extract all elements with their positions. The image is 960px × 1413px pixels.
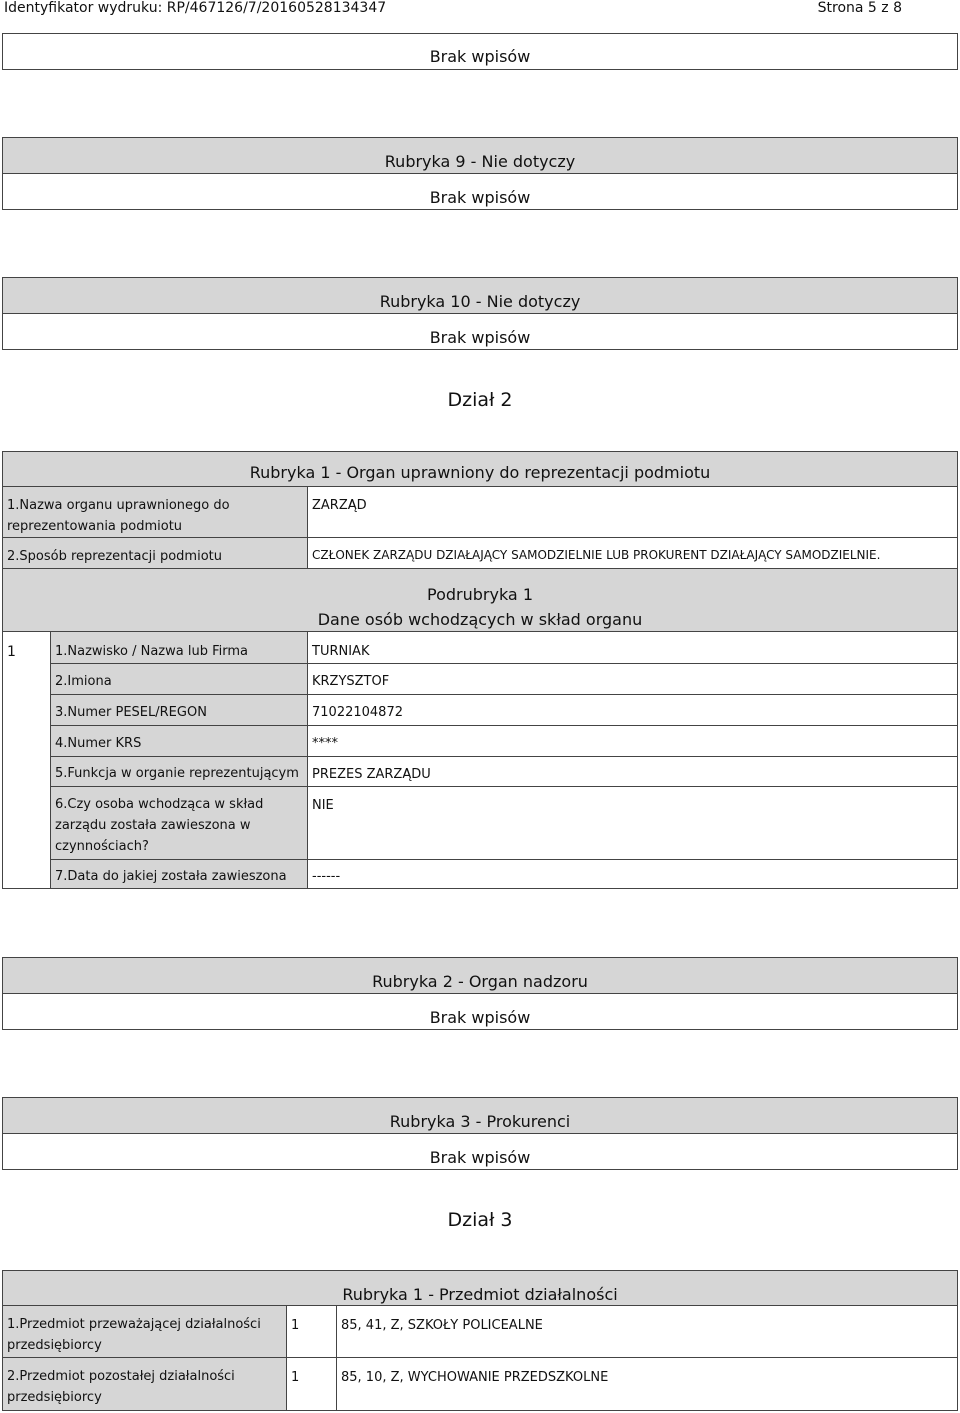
krs-label-cell [50, 725, 308, 757]
function-label-cell [50, 756, 308, 787]
pesel-label: 3.Numer PESEL/REGON [55, 705, 207, 720]
other-activity-value-cell [336, 1357, 958, 1411]
surname-value-cell [307, 631, 958, 664]
other-activity-label-cell [2, 1357, 287, 1411]
d2-rubryka-1-header [2, 451, 958, 487]
rubryka-9-title: Rubryka 9 - Nie dotyczy [384, 152, 576, 171]
suspended-date-value-cell [307, 859, 958, 889]
krs-label: 4.Numer KRS [55, 736, 142, 751]
d2-rubryka-1-title: Rubryka 1 - Organ uprawniony do reprezentacji podmiotu [249, 463, 711, 482]
rubryka-9-header [3, 138, 957, 174]
suspended-label: 6.Czy osoba wchodząca w skład zarządu została zawieszona w czynnościach? [55, 797, 264, 854]
function-label: 5.Funkcja w organie reprezentującym [55, 766, 299, 781]
suspended-date-label-cell [50, 859, 308, 889]
function-value-cell [307, 756, 958, 787]
other-activity-label: 2.Przedmiot pozostałej działalności przedsiębiorcy [7, 1369, 235, 1405]
rubryka-10-title: Rubryka 10 - Nie dotyczy [379, 292, 581, 311]
suspended-date-label: 7.Data do jakiej została zawieszona [55, 869, 287, 884]
organ-name-label-cell [2, 486, 308, 538]
representation-label-cell [2, 537, 308, 569]
no-entries-text: Brak wpisów [429, 1008, 531, 1027]
main-activity-num-cell [286, 1305, 337, 1358]
given-names-label: 2.Imiona [55, 674, 112, 689]
top-section-box [2, 33, 958, 70]
pesel-label-cell [50, 694, 308, 726]
podrubryka-1-subtitle: Dane osób wchodzących w skład organu [317, 610, 643, 629]
main-activity-num: 1 [291, 1318, 300, 1333]
pesel-value: 71022104872 [312, 705, 403, 720]
person-index-cell [2, 631, 51, 889]
rubryka-10-section [2, 277, 958, 350]
podrubryka-1-title: Podrubryka 1 [427, 585, 533, 604]
rubryka-3-title: Rubryka 3 - Prokurenci [389, 1112, 571, 1131]
rubryka-3-section [2, 1097, 958, 1170]
suspended-value-cell [307, 786, 958, 860]
function-value: PREZES ZARZĄDU [312, 767, 431, 782]
suspended-date-value: ------ [312, 869, 341, 884]
no-entries-text: Brak wpisów [429, 1148, 531, 1167]
given-names-value: KRZYSZTOF [312, 674, 390, 689]
representation-value-cell [307, 537, 958, 569]
main-activity-value-cell [336, 1305, 958, 1358]
representation-value: CZŁONEK ZARZĄDU DZIAŁAJĄCY SAMODZIELNIE LUB PROKURENT DZIAŁAJĄCY SAMODZIELNIE. [312, 548, 881, 562]
suspended-value: NIE [312, 798, 334, 813]
surname-label: 1.Nazwisko / Nazwa lub Firma [55, 644, 248, 659]
representation-label: 2.Sposób reprezentacji podmiotu [7, 549, 222, 564]
surname-label-cell [50, 631, 308, 664]
other-activity-num-cell [286, 1357, 337, 1411]
rubryka-2-header [3, 958, 957, 994]
podrubryka-1-header [2, 568, 958, 632]
no-entries-text: Brak wpisów [429, 328, 531, 347]
rubryka-10-header [3, 278, 957, 314]
organ-name-value-cell [307, 486, 958, 538]
other-activity-num: 1 [291, 1370, 300, 1385]
krs-value: **** [312, 736, 338, 751]
other-activity-value: 85, 10, Z, WYCHOWANIE PRZEDSZKOLNE [341, 1370, 609, 1385]
rubryka-2-title: Rubryka 2 - Organ nadzoru [372, 972, 588, 991]
suspended-label-cell [50, 786, 308, 860]
rubryka-9-section [2, 137, 958, 210]
page-number: Strona 5 z 8 [817, 0, 902, 16]
given-names-value-cell [307, 663, 958, 695]
d3-rubryka-1-title: Rubryka 1 - Przedmiot działalności [342, 1285, 618, 1304]
print-identifier: Identyfikator wydruku: RP/467126/7/20160528134347 [4, 0, 387, 16]
pesel-value-cell [307, 694, 958, 726]
krs-value-cell [307, 725, 958, 757]
d3-rubryka-1-header [2, 1270, 958, 1306]
person-index: 1 [7, 644, 16, 660]
no-entries-text: Brak wpisów [429, 47, 531, 66]
rubryka-2-section [2, 957, 958, 1030]
main-activity-value: 85, 41, Z, SZKOŁY POLICEALNE [341, 1318, 543, 1333]
section-dzial-3-title: Dział 3 [447, 1209, 513, 1231]
no-entries-text: Brak wpisów [429, 188, 531, 207]
given-names-label-cell [50, 663, 308, 695]
rubryka-3-header [3, 1098, 957, 1134]
main-activity-label: 1.Przedmiot przeważającej działalności przedsiębiorcy [7, 1317, 261, 1353]
organ-name-value: ZARZĄD [312, 498, 367, 513]
surname-value: TURNIAK [312, 644, 370, 659]
section-dzial-2-title: Dział 2 [447, 389, 513, 411]
main-activity-label-cell [2, 1305, 287, 1358]
organ-name-label: 1.Nazwa organu uprawnionego do reprezentowania podmiotu [7, 498, 230, 534]
